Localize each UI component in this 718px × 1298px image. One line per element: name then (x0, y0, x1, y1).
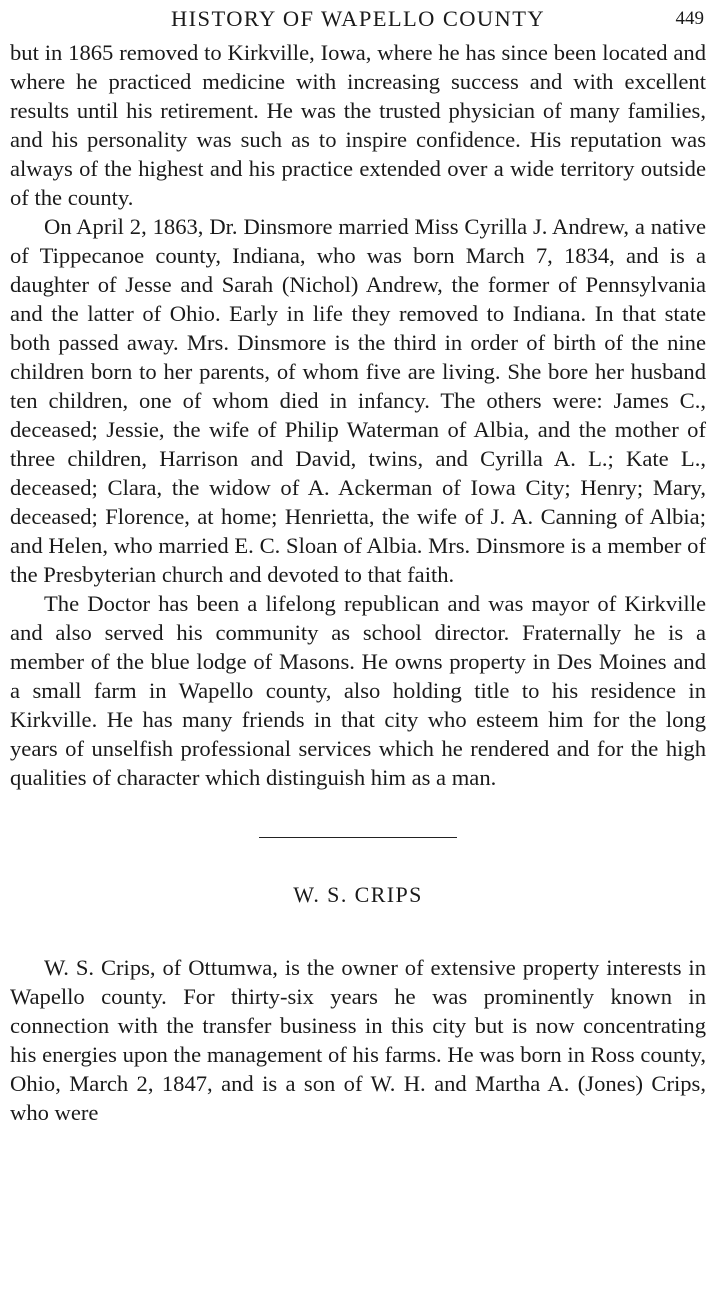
paragraph-marriage: On April 2, 1863, Dr. Dinsmore married Miss Cyrilla J. Andrew, a native of Tippecanoe county, Indiana, who was born March 7, 1834, and is a daughter of Jesse and Sarah (Nichol) Andrew, the former of Pennsylvania and the latter of Ohio. Early in life they removed to Indiana. In that state both passed away. Mrs. Dinsmore is the third in order of birth of the nine children born to her parents, of whom five are living. She bore her husband ten children, one of whom died in infancy. The others were: James C., deceased; Jessie, the wife of Philip Waterman of Albia, and the mother of three children, Harrison and David, twins, and Cyrilla A. L.; Kate L., deceased; Clara, the widow of A. Ackerman of Iowa City; Henry; Mary, deceased; Florence, at home; Henrietta, the wife of J. A. Canning of Albia; and Helen, who married E. C. Sloan of Albia. Mrs. Dinsmore is a member of the Presbyterian church and devoted to that faith. (10, 214, 706, 587)
running-title: HISTORY OF WAPELLO COUNTY (171, 6, 545, 31)
section-divider (259, 837, 457, 838)
paragraph-civic-life: The Doctor has been a lifelong republican and was mayor of Kirkville and also served his community as school director. Fraternally he is a member of the blue lodge of Masons. He owns property in Des Moines and a small farm in Wapello county, also holding title to his residence in Kirkville. He has many friends in that city who esteem him for the long years of unselfish professional services which he rendered and for the high qualities of character which distinguish him as a man. (10, 591, 706, 790)
paragraph-crips-intro: W. S. Crips, of Ottumwa, is the owner of extensive property interests in Wapello county. For thirty-six years he was prominently known in connection with the transfer business in this city but is now concentrating his energies upon the management of his farms. He was born in Ross county, Ohio, March 2, 1847, and is a son of W. H. and Martha A. (Jones) Crips, who were (10, 955, 706, 1125)
section-title: W. S. CRIPS (293, 882, 423, 907)
paragraph-continuation: but in 1865 removed to Kirkville, Iowa, where he has since been located and where he practiced medicine with increasing success and with excellent results until his retirement. He was the trusted physician of many families, and his personality was such as to inspire confidence. His reputation was always of the highest and his practice extended over a wide territory outside of the county. (10, 40, 706, 210)
book-page (0, 4, 718, 1298)
page-number: 449 (675, 8, 704, 29)
running-head (10, 4, 706, 38)
